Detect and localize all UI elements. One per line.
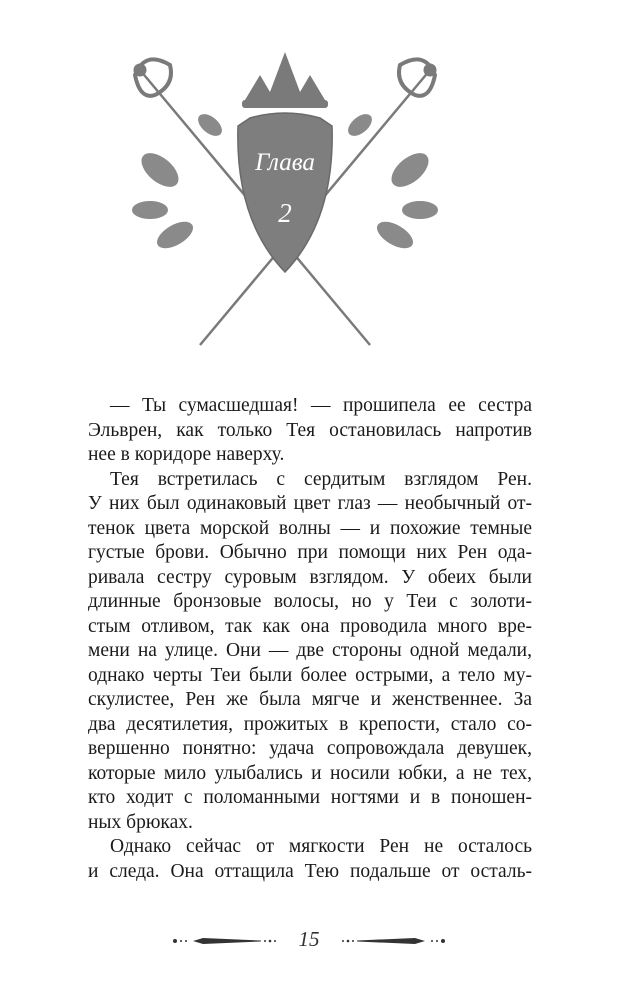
text-line: — Ты сумасшедшая! — прошипела ее сестра (110, 395, 532, 416)
text-line: Однако сейчас от мягкости Рен не осталось (110, 836, 532, 857)
text-line: стым отливом, так как она проводила много вре- (88, 615, 532, 637)
page-footer (0, 926, 618, 952)
page-number: 15 (298, 927, 320, 951)
crown-icon (242, 52, 328, 108)
body-text (88, 394, 532, 884)
text-line: и следа. Она оттащила Тею подальше от осталь- (88, 860, 532, 882)
shield-icon (238, 113, 332, 272)
chapter-number: 2 (278, 198, 292, 228)
text-line: ных брюках. (88, 811, 193, 833)
text-line: Тея встретилась с сердитым взглядом Рен. (110, 468, 532, 490)
text-line: Эльврен, как только Тея остановилась напротив (88, 419, 532, 441)
text-line: которые мило улыбались и носили юбки, а не тех, (88, 762, 532, 784)
chapter-emblem (120, 40, 450, 350)
text-line: два десятилетия, прожитых в крепости, стало со- (88, 713, 532, 735)
chapter-label: Глава (255, 149, 315, 176)
text-line: скулистее, Рен же была мягче и женственнее. За (88, 689, 532, 710)
text-line: кто ходит с поломанными ногтями и в поношен- (88, 787, 532, 808)
text-line: У них был одинаковый цвет глаз — необычный от- (88, 493, 532, 514)
text-line: вершенно понятно: удача сопровождала девушек, (88, 738, 532, 759)
text-line: мени на улице. Они — две стороны одной медали, (88, 640, 532, 661)
left-ornament-icon (171, 936, 281, 946)
text-line: густые брови. Обычно при помощи них Рен ода- (88, 542, 532, 563)
text-line: длинные бронзовые волосы, но у Теи с золоти- (88, 591, 532, 612)
text-line: однако черты Теи были более острыми, а тело му- (88, 664, 532, 686)
text-line: ривала сестру суровым взглядом. У обеих были (88, 566, 532, 588)
text-line: тенок цвета морской волны — и похожие темные (88, 517, 532, 539)
text-line: нее в коридоре наверху. (88, 444, 285, 465)
right-ornament-icon (337, 936, 447, 946)
